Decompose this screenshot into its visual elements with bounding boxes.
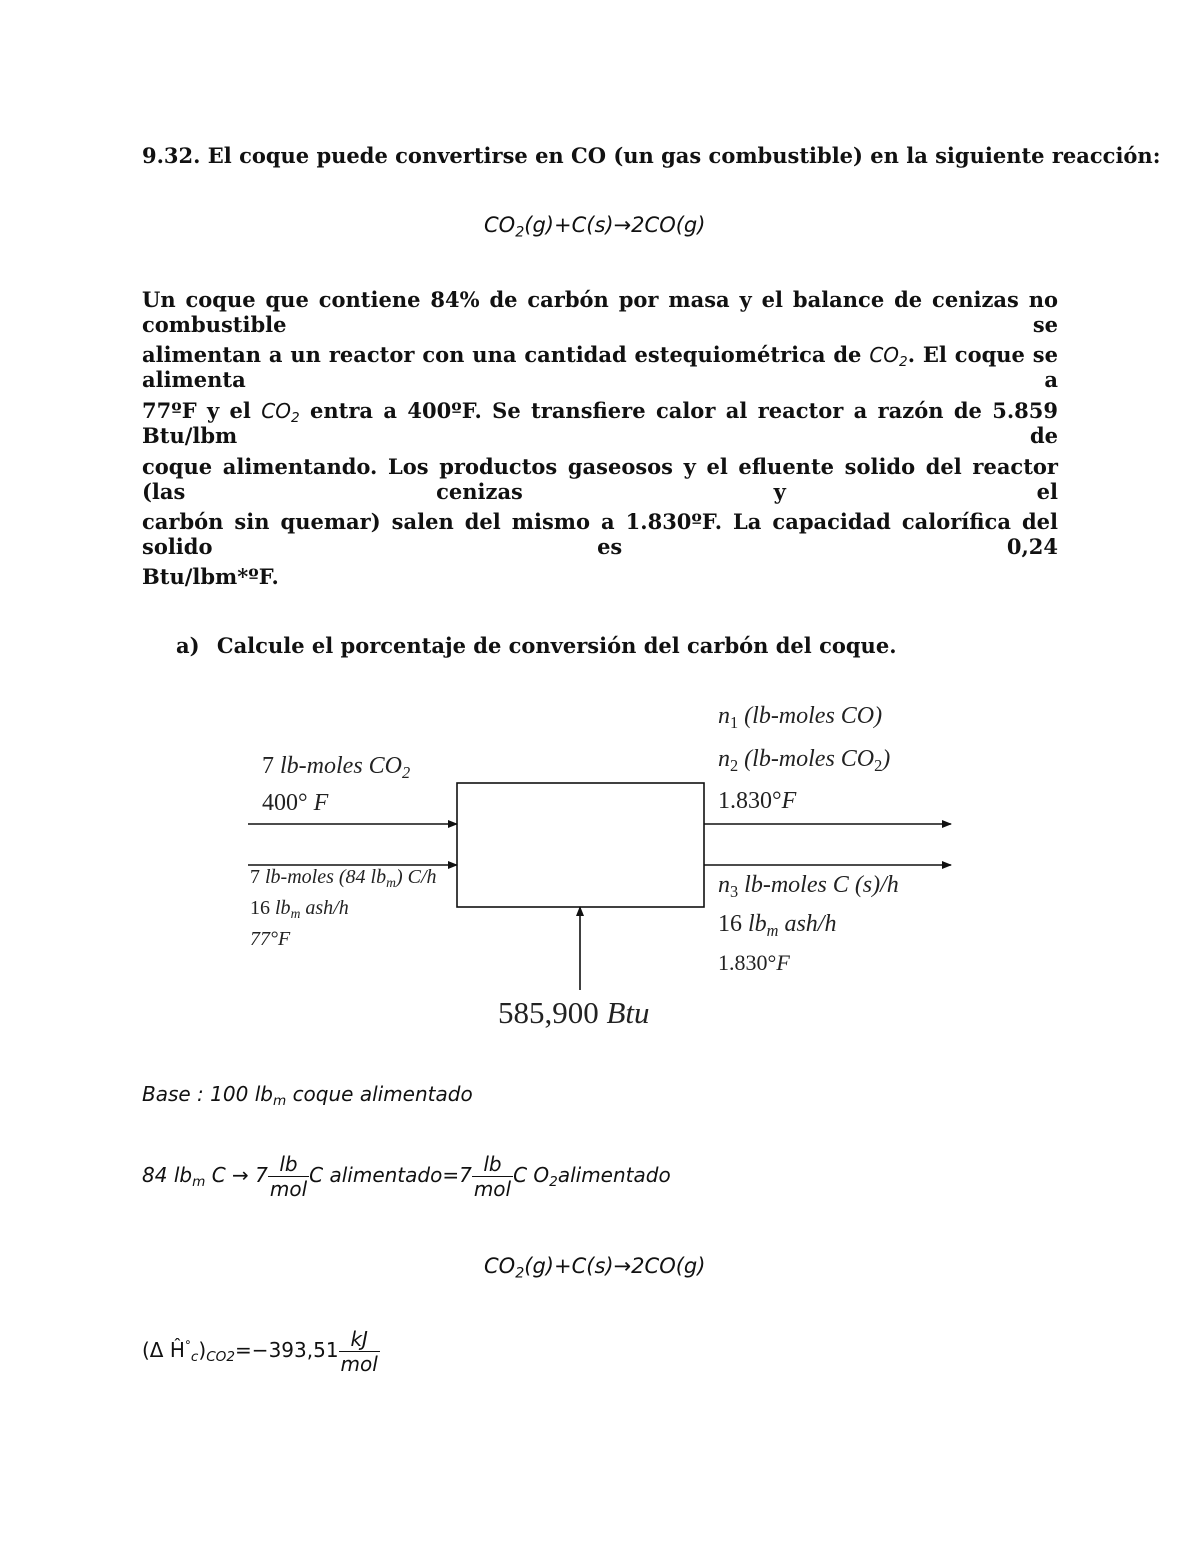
paragraph-line: coque alimentando. Los productos gaseosos y el efluente solido del reactor (las cenizas y el — [142, 454, 1058, 504]
solution-reaction: $CO_2(g)+C(s)\to 2CO(g)$ — [484, 1254, 706, 1282]
outlet-carbon-label: $n_3$ lb-moles C (s)/h — [718, 872, 899, 901]
inlet-co2-label: 7 lb-moles $CO_2$ — [262, 753, 411, 782]
reaction-equation: $CO_2(g)+C(s)\to 2CO(g)$ — [484, 213, 706, 241]
paragraph-line: 77ºF y el $CO_2$ entra a 400ºF. Se transfiere calor al reactor a razón de 5.859 Btu/lbm de — [142, 398, 1059, 448]
inlet-coke-temperature: 77°F — [250, 928, 291, 950]
paragraph-line: alimentan a un reactor con una cantidad estequiométrica de $CO_2$. El coque se alimenta a — [142, 342, 1058, 392]
outlet-co-label: $n_1$ (lb-moles CO) — [718, 703, 883, 732]
heat-input-label: 585,900 Btu — [498, 995, 650, 1030]
outlet-ash-label: 16 $lb_m$ ash/h — [718, 911, 837, 940]
reactor-box — [457, 783, 704, 907]
fraction: $\frac{lb}{\text{mol}}$ — [269, 1152, 308, 1201]
fraction: $\frac{kJ}{\text{mol}}$ — [340, 1327, 378, 1376]
outlet-co2-label: $n_2$ (lb-moles $CO_2$) — [718, 746, 891, 775]
fraction: $\frac{lb}{\text{mol}}$ — [473, 1152, 512, 1201]
solution-enthalpy: (Δ $Ĥ^\circ_c)_{CO2}=-393,51$ $\frac{kJ}{\text{mol}}$ — [142, 1327, 378, 1376]
inlet-coke-ash-label: 16 $lb_m$ ash/h — [250, 897, 349, 922]
problem-heading: 9.32. El coque puede convertirse en CO (un gas combustible) en la siguiente reacción: — [142, 143, 1161, 168]
solution-basis: Base : 100 $lb_m$ coque alimentado — [142, 1082, 473, 1110]
question-a: a) Calcule el porcentaje de conversión del carbón del coque. — [176, 633, 897, 658]
paragraph-line: carbón sin quemar) salen del mismo a 1.830ºF. La capacidad calorífica del solido es 0,24 — [142, 509, 1058, 559]
paragraph-line: Btu/lbm*ºF. — [142, 564, 279, 589]
inlet-co2-temperature: 400° F — [262, 790, 329, 816]
inlet-coke-carbon-label: 7 lb-moles (84 $lb_m$) C/h — [250, 866, 437, 891]
paragraph-line: Un coque que contiene 84% de carbón por masa y el balance de cenizas no combustible se — [142, 287, 1058, 337]
outlet-solid-temperature: 1.830°F — [718, 950, 790, 975]
solution-conversion: 84 $lb_m$ C → 7 $\frac{lb}{\text{mol}}$ C alimentado=7 $\frac{lb}{\text{mol}}$ C $O_2alimentado$ — [142, 1152, 671, 1201]
outlet-gas-temperature: 1.830°F — [718, 788, 797, 814]
